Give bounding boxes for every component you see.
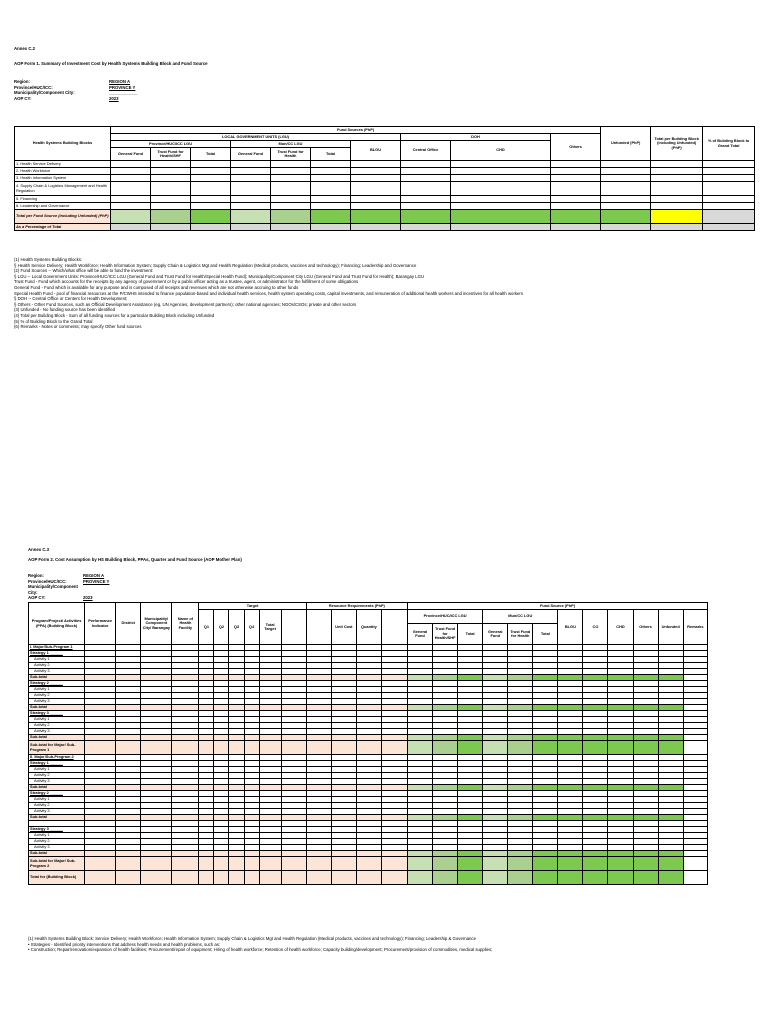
note: (6) Remarks - Notes or comments; may specify Other fund sources	[14, 324, 142, 330]
annex-c2-title: Annex C.2	[14, 46, 36, 51]
note: Special Health Fund - pool of financial resources at the P/CWHS intended to finance population-based and individual health services, health system operating costs, capital investments, and remuneration of additional health workers and incentives for all health workers	[14, 290, 523, 296]
note: (2) Fund Sources -- Which/what office will be able to fund the investment:	[14, 268, 154, 274]
meta-value: REGION A	[83, 573, 105, 578]
total-per-bb-header: Total per Building Block (including Unfunded) (PhP)	[651, 127, 703, 161]
general-fund-header: General Fund	[483, 624, 508, 645]
prov-lgu-header: Province/HUC/ICC LGU	[407, 610, 482, 624]
row-label: 4. Supply Chain & Logistics Management and Health Regulation	[15, 182, 111, 196]
annex-c3-title: Annex C.3	[28, 547, 50, 552]
ppa-label: Activity 3	[29, 669, 85, 675]
note: (1) Health Systems Building Blocks:	[14, 257, 83, 262]
ppa-label: Activity 1	[29, 687, 85, 693]
row-label: 1. Health Service Delivery	[15, 161, 111, 168]
subtotal-row	[29, 871, 708, 885]
meta-label: AOP CY:	[14, 95, 32, 101]
trust-fund-header: Trust Fund for Health/SHF	[433, 624, 458, 645]
ppa-label: Sub-total for Major/ Sub-Program 1	[29, 741, 85, 755]
trust-fund-header: Trust Fund for Health/SHF	[151, 148, 191, 161]
total-header: Total	[191, 148, 231, 161]
ppa-label: Activity 2	[29, 693, 85, 699]
note: (5) % of Building Block to the Grand Total	[14, 318, 93, 324]
subtotal-row	[29, 741, 708, 755]
meta-label: Municipality/Component City:	[14, 90, 75, 96]
meta-value: PROVINCE Y	[83, 578, 110, 584]
row-label: 2. Health Workforce	[15, 168, 111, 175]
total-row	[15, 210, 755, 224]
ppa-label: Activity 1	[29, 833, 85, 839]
blgu-header: BLGU	[558, 610, 583, 645]
c3-meta	[28, 573, 228, 601]
meta-label: Province/HUC/ICC:	[14, 84, 53, 90]
ppa-label: Strategy 1 ______	[29, 761, 85, 767]
note: § Others - Other Fund Sources, such as Official Development Assistance (eg, UN Agencies, development partners); other national agencies; NGOs/CSOs; private and other sectors	[14, 301, 357, 307]
total-target-header: Total Target	[259, 610, 281, 645]
ppa-label: Activity 2	[29, 803, 85, 809]
row-label: 3. Health Information System	[15, 175, 111, 182]
meta-label: AOP CY:	[28, 595, 46, 601]
ppa-label: Activity 2	[29, 773, 85, 779]
note: § DOH -- Central Office or Centers for Health Development;	[14, 296, 128, 302]
ppa-label: Sub-total	[29, 735, 85, 741]
form2-table	[28, 602, 708, 885]
note: (4) Total per Building Block - Sum of all funding sources for a particular Building Block including Unfunded	[14, 312, 215, 318]
ppa-label: Activity 2	[29, 663, 85, 669]
subtotal-row	[29, 857, 708, 871]
ppa-label: Sub-total	[29, 815, 85, 821]
chd-header: CHD	[608, 610, 633, 645]
total-row-label: Total per Fund Source (including Unfunded) (PhP)	[15, 210, 111, 224]
others-header: Others	[551, 134, 601, 161]
note: (1) Health Systems Building Block: Service Delivery; Health Workforce; Health Information System; Supply Chain & Logistics Mgt and Health Regulation (Medical products, vaccines and technology); Financing; Leadership & Governance	[28, 936, 476, 941]
ppa-label: Activity 2	[29, 839, 85, 845]
unfunded-header: Unfunded	[658, 610, 683, 645]
quantity-header: Quantity	[356, 610, 381, 645]
unit-cost-header: Unit Cost	[331, 610, 356, 645]
note: (3) Unfunded - No funding source has been identified	[14, 307, 116, 313]
prov-lgu-header: Province/HUC/ICC LGU	[111, 141, 231, 148]
fund-sources-header: Fund Sources (PhP)	[111, 127, 601, 134]
note: § Health Service Delivery; Health Workforce; Health Information System; Supply Chain & Logistics Mgt and Health Regulation (Medical products, vaccines and technology); Financing; Leadership and Governance	[14, 262, 417, 268]
chd-header: CHD	[451, 141, 551, 161]
co-header: CO	[583, 610, 608, 645]
q1-header: Q1	[199, 610, 214, 645]
ppa-label: Activity 3	[29, 845, 85, 851]
trust-fund-header: Trust Fund for Health	[271, 148, 311, 161]
program-header: Program/Project/ Activities (PPA) (Building Block)	[29, 603, 85, 645]
ppa-label: Activity 3	[29, 779, 85, 785]
pct-row	[15, 224, 755, 231]
meta-value: 2023	[109, 95, 119, 101]
ppa-label: Strategy 3 ______	[29, 711, 85, 717]
meta-value: REGION A	[109, 79, 131, 84]
total-header: Total	[458, 624, 483, 645]
meta-label: Municipality/Component City:	[28, 584, 78, 595]
central-office-header: Central Office	[401, 141, 451, 161]
ppa-label: Sub-total	[29, 675, 85, 681]
ppa-label: Sub-total	[29, 851, 85, 857]
trust-fund-header: Trust Fund for Health	[508, 624, 533, 645]
mun-lgu-header: Mun/CC LGU	[231, 141, 351, 148]
ppa-label: Sub-total	[29, 705, 85, 711]
ppa-label: Sub-total	[29, 785, 85, 791]
others-header: Others	[633, 610, 658, 645]
total-header: Total	[311, 148, 351, 161]
ppa-label: Activity 2	[29, 723, 85, 729]
ppa-label: Strategy 3 ______	[29, 827, 85, 833]
ppa-label: Sub-total for Major/ Sub-Program 2	[29, 857, 85, 871]
general-fund-header: General Fund	[231, 148, 271, 161]
unfunded-header: Unfunded (PhP)	[601, 127, 651, 161]
general-fund-header: General Fund	[407, 624, 432, 645]
table-row	[15, 182, 755, 196]
ppa-label: Activity 1	[29, 717, 85, 723]
c2-meta	[14, 79, 214, 101]
ppa-label: II. Major/Sub-Program 2	[29, 755, 85, 761]
ppa-label: I. Major/Sub-Program 1	[29, 645, 85, 651]
lgu-header: LOCAL GOVERNMENT UNITS (LGU)	[111, 134, 401, 141]
district-header: District	[116, 603, 141, 645]
note: § LGU -- Local Government Units: Province/HUC/ICC LGU (General Fund and Trust Fund for Health/Special Health Fund); Municipality/Component City LGU (General Fund and Trust Fund for Health); Barangay LGU	[14, 273, 425, 279]
general-fund-header: General Fund	[111, 148, 151, 161]
ppa-label: Activity 1	[29, 797, 85, 803]
row-label: 5. Financing	[15, 196, 111, 203]
meta-value: ____________	[109, 90, 138, 96]
form2-title: AOP Form 2. Cost Assumption by HS Building Block, PPAs, Quarter and Fund Source (AOP Mother Plan)	[28, 557, 242, 562]
form1-table	[14, 126, 755, 231]
q2-header: Q2	[214, 610, 229, 645]
table-row	[15, 203, 755, 210]
table-row	[15, 196, 755, 203]
ppa-label: Total for (Building Block)	[29, 871, 85, 885]
pct-row-label: As a Percentage of Total	[15, 224, 111, 231]
form2-notes	[28, 936, 728, 953]
form1-title: AOP Form 1. Summary of Investment Cost by Health Systems Building Block and Fund Source	[14, 61, 208, 66]
ppa-label: Activity 3	[29, 729, 85, 735]
meta-label: Region:	[28, 573, 44, 578]
meta-value: 2023	[83, 595, 93, 601]
hsbb-header: Health Systems Building Blocks	[15, 127, 111, 161]
table-row	[15, 175, 755, 182]
ppa-label: Activity 1	[29, 767, 85, 773]
pct-grand-total-header: % of Building Block to Grand Total	[703, 127, 755, 161]
ppa-label: Activity 3	[29, 809, 85, 815]
note: • Construction; Repair/renovation/expansion of health facilities; Procurement/repair of equipment; Hiring of health workforce; Retention of health workforce; Capacity building/development; Procurement/provision of commodities, medical supplies;	[28, 947, 493, 953]
ppa-label: Activity 3	[29, 699, 85, 705]
perf-indicator-header: Performance Indicator	[85, 603, 116, 645]
note: • Strategies - Identified priority interventions that address health needs and health problems, such as:	[28, 941, 221, 947]
ppa-label: Activity 1	[29, 657, 85, 663]
table-row	[15, 161, 755, 168]
row-label: 6. Leadership and Governance	[15, 203, 111, 210]
ppa-label: Strategy 1 ______	[29, 651, 85, 657]
municipality-header: Municipality/ Component City/ Barangay	[141, 603, 172, 645]
meta-label: Province/HUC/ICC:	[28, 578, 67, 584]
target-header: Target	[199, 603, 306, 610]
fund-source-header: Fund Source (PhP)	[407, 603, 707, 610]
total-header: Total	[533, 624, 558, 645]
health-facility-header: Name of Health Facility	[172, 603, 199, 645]
q4-header: Q4	[244, 610, 259, 645]
ppa-label: Strategy 2 ______	[29, 791, 85, 797]
ppa-label: Strategy 2 ______	[29, 681, 85, 687]
meta-value: PROVINCE Y	[109, 84, 136, 90]
form1-notes	[14, 257, 754, 330]
resource-req-header: Resource Requirements (PhP)	[306, 603, 407, 610]
mun-lgu-header: Mun/CC LGU	[483, 610, 558, 624]
doh-header: DOH	[401, 134, 551, 141]
blgu-header: BLGU	[351, 141, 401, 161]
q3-header: Q3	[229, 610, 244, 645]
remarks-header: Remarks	[683, 610, 707, 645]
meta-label: Region:	[14, 79, 30, 84]
table-row	[15, 168, 755, 175]
note: Trust Fund - Fund which accounts for the receipts by any agency of government or by a public officer acting as a trustee, agent, or administrator for the fulfillment of some obligations	[14, 279, 359, 285]
note: General Fund - Fund which is available for any purpose and is composed of all receipts and revenues which are not otherwise accruing to other funds	[14, 284, 299, 290]
